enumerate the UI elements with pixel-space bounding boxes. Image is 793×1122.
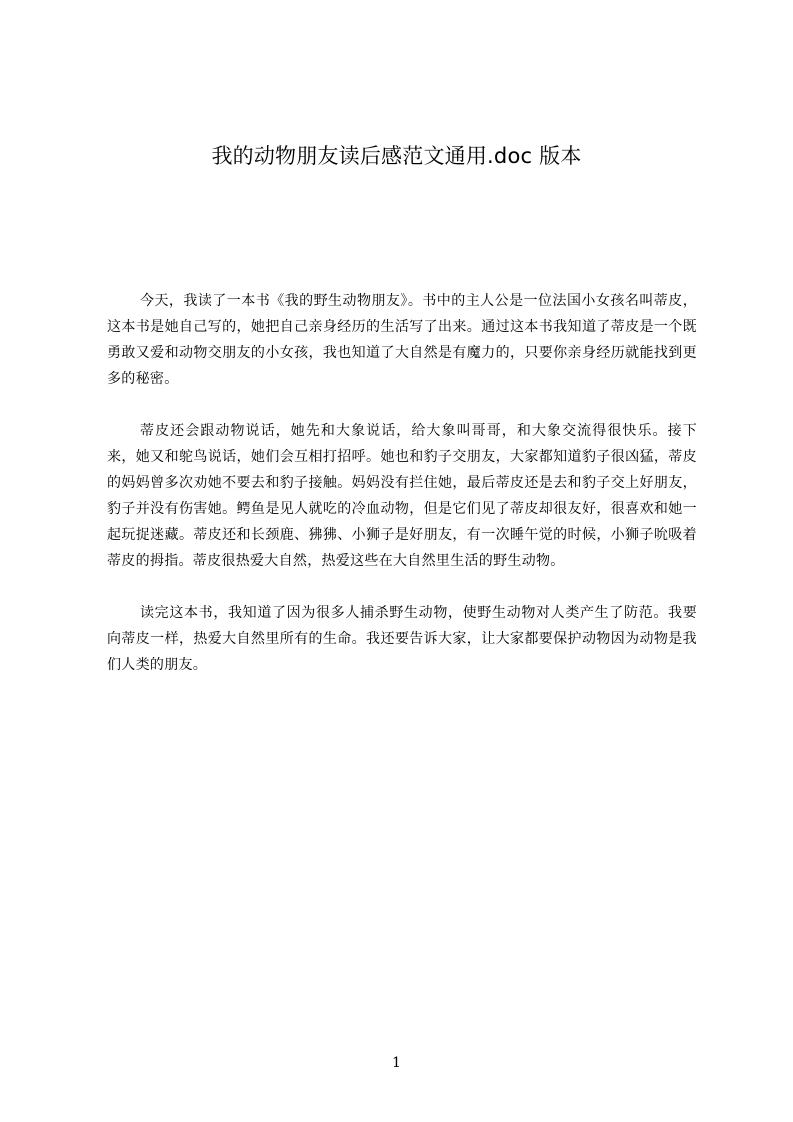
document-body [107, 288, 697, 704]
paragraph-3: 读完这本书，我知道了因为很多人捕杀野生动物，使野生动物对人类产生了防范。我要向蒂皮一样，热爱大自然里所有的生命。我还要告诉大家，让大家都要保护动物因为动物是我们人类的朋友。 [107, 605, 697, 673]
document-title: 我的动物朋友读后感范文通用.doc 版本 [211, 144, 582, 168]
paragraph-1: 今天，我读了一本书《我的野生动物朋友》。书中的主人公是一位法国小女孩名叫蒂皮，这本书是她自己写的，她把自己亲身经历的生活写了出来。通过这本书我知道了蒂皮是一个既勇敢又爱和动物交朋友的小女孩，我也知道了大自然是有魔力的，只要你亲身经历就能找到更多的秘密。 [107, 293, 697, 387]
page-number: 1 [392, 1055, 401, 1071]
paragraph-2: 蒂皮还会跟动物说话，她先和大象说话，给大象叫哥哥，和大象交流得很快乐。接下来，她又和鸵鸟说话，她们会互相打招呼。她也和豹子交朋友，大家都知道豹子很凶猛，蒂皮的妈妈曾多次劝她不要去和豹子接触。妈妈没有拦住她，最后蒂皮还是去和豹子交上好朋友，豹子并没有伤害她。鳄鱼是见人就吃的冷血动物，但是它们见了蒂皮却很友好，很喜欢和她一起玩捉迷藏。蒂皮还和长颈鹿、狒狒、小狮子是好朋友，有一次睡午觉的时候，小狮子吮吸着蒂皮的拇指。蒂皮很热爱大自然，热爱这些在大自然里生活的野生动物。 [107, 423, 697, 569]
